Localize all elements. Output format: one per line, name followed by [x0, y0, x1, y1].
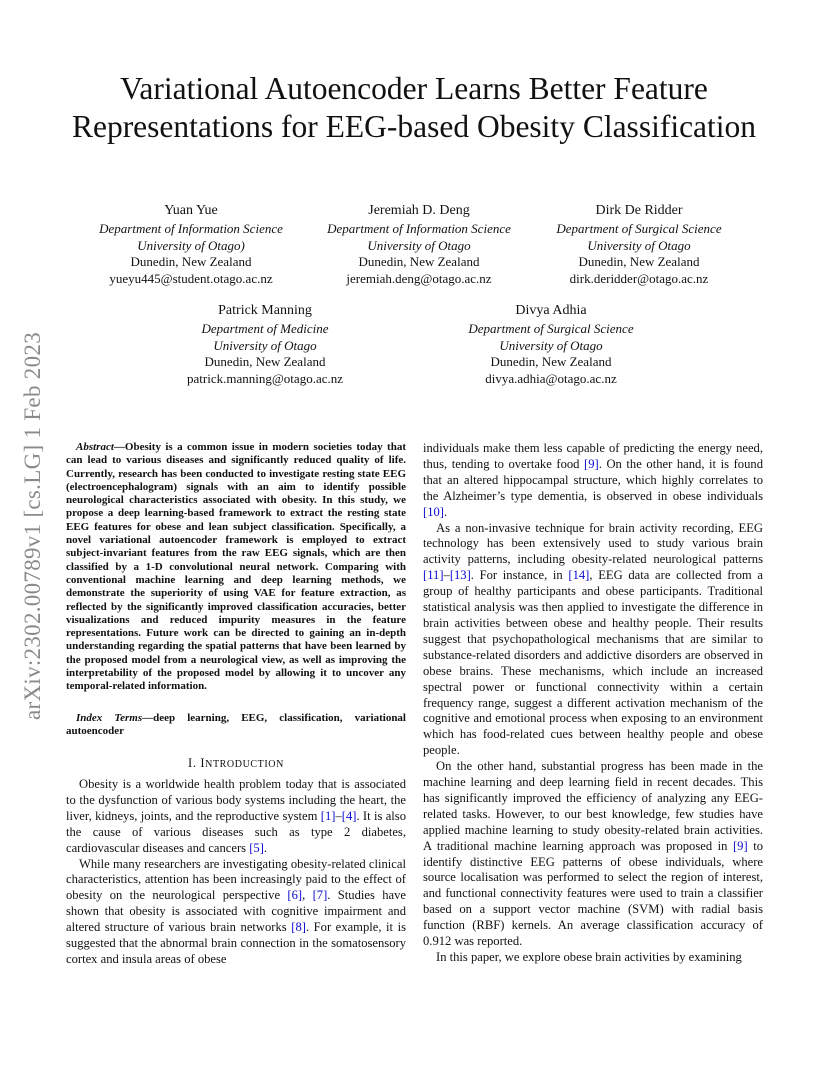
author-email: patrick.manning@otago.ac.nz [187, 371, 343, 387]
author-name: Patrick Manning [218, 303, 312, 318]
paragraph-text: . For instance, in [470, 568, 569, 583]
author-block-4 [160, 302, 370, 388]
paragraph-text: , [302, 888, 313, 903]
abstract [66, 441, 406, 694]
left-column-body [66, 777, 406, 968]
section-numeral: I. I [188, 756, 206, 770]
paragraph-text: to identify distinctive EEG patterns of obese individuals, where source localisation was performed to select the region of interest, and functional connectivity features were used to train a classifier based on a support vector machine (SVM) with radial basis function (RBF) kernels. An average classification accuracy of 0.912 was reported. [423, 838, 763, 949]
author-city: Dunedin, New Zealand [578, 254, 700, 270]
author-name: Yuan Yue [164, 203, 218, 218]
citation-link[interactable]: [1] [320, 808, 336, 823]
author-dept: Department of Surgical Science [556, 221, 722, 236]
author-name: Dirk De Ridder [595, 203, 683, 218]
index-terms-lead: Index Terms [76, 712, 143, 724]
paragraph-text: While many researchers are investigating obesity-related clinical characteristics, attention has been increasingly paid to the effect of obesity on the neurological perspective [66, 856, 406, 903]
author-univ: University of Otago [367, 237, 471, 253]
author-email: dirk.deridder@otago.ac.nz [569, 271, 709, 287]
author-block-5 [446, 302, 656, 388]
paragraph [66, 777, 406, 857]
paragraph-text: . It is also the cause of various diseases such as type 2 diabetes, cardiovascular diseases and cancers [66, 808, 406, 855]
author-dept: Department of Information Science [327, 221, 511, 236]
author-block-3 [534, 202, 744, 288]
paragraph [423, 441, 763, 521]
right-column-body [423, 441, 763, 966]
paper-title: Variational Autoencoder Learns Better Feature Representations for EEG-based Obesity Classification [71, 71, 757, 145]
paragraph [66, 857, 406, 968]
section-heading-introduction [66, 756, 406, 771]
author-univ: University of Otago [499, 337, 603, 353]
arxiv-identifier: arXiv:2302.00789v1 [cs.LG] 1 Feb 2023 [20, 332, 45, 720]
author-dept: Department of Surgical Science [468, 321, 634, 336]
paragraph-text: – [443, 568, 450, 583]
author-dept: Department of Information Science [99, 221, 283, 236]
paragraph-text: . On the other hand, it is found that an altered hippocampal structure, which highly correlates to the Alzheimer’s type dementia, is observed in obese individuals [423, 456, 763, 503]
author-name: Jeremiah D. Deng [368, 203, 470, 218]
paragraph-text: . For example, it is suggested that the abnormal brain connection in the somatosensory cortex and insula areas of obese [66, 920, 406, 966]
citation-link[interactable]: [9] [584, 456, 599, 471]
index-terms-text: —deep learning, EEG, classification, variational autoencoder [66, 712, 406, 738]
author-city: Dunedin, New Zealand [204, 354, 326, 370]
paragraph-text: individuals make them less capable of predicting the energy need, thus, tending to overtake food [423, 441, 763, 471]
citation-link[interactable]: [4] [341, 808, 357, 823]
author-city: Dunedin, New Zealand [358, 254, 480, 270]
abstract-text: —Obesity is a common issue in modern societies today that can lead to various diseases and significantly reduced quality of life. Currently, research has been conducted to investigate resting state EEG (electroencephalogram) signals with an aim to identify possible neurological characteristics associated with obesity. In this study, we propose a deep learning-based framework to extract the resting state EEG features for obese and lean subject classification. Specifically, a novel variational autoencoder framework is employed to extract subject-invariant features from the raw EEG signals, which are then classified by a 1-D convolutional neural network. Comparing with conventional machine learning and deep learning methods, we demonstrate the superiority of using VAE for feature extraction, as reflected by the significantly improved classification accuracies, better visualizations and reduced impurity measures in the feature representations. Future work can be directed to gaining an in-depth understanding regarding the spatial patterns that have been learned by the proposed model from a neurological view, as well as improving the interpretability of the proposed model by allowing it to uncover any temporal-related information. [66, 441, 406, 693]
paragraph-text: , EEG data are collected from a group of healthy participants and obese participants. Traditional statistical analysis was then applied to investigate the difference in brain activities between obese and healthy people. Their results suggest that psychopathological mechanisms that are similar to substance-related disorders and addictive disorders are observed in obese brains. These mechanisms, which include an increased spectral power or functional connectivity within a certain frequency range, suggest a different activation mechanism of the cognitive and emotional process when exposing to an environment which has food-related cues between healthy people and obese people. [423, 568, 763, 758]
paragraph-text: . Studies have shown that obesity is associated with cognitive impairment and altered structure of various brain networks [66, 888, 406, 935]
paragraph-text: As a non-invasive technique for brain activity recording, EEG technology has been extensively used to study various brain activity patterns, including obesity-related neurological patterns [423, 520, 763, 567]
citation-link[interactable]: [11] [423, 568, 444, 583]
paragraph-text: . [443, 504, 448, 519]
paragraph-text: – [335, 808, 342, 823]
paragraph [423, 521, 763, 760]
citation-link[interactable]: [13] [449, 568, 471, 583]
author-block-2 [314, 202, 524, 288]
author-block-1 [86, 202, 296, 288]
paragraph-text: On the other hand, substantial progress has been made in the machine learning and deep learning field in recent decades. This has significantly improved the efficiency of analyzing any EEG-related tasks. However, to our best knowledge, few studies have applied machine learning to study obesity-related brain activities. A traditional machine learning approach was proposed in [423, 759, 763, 853]
section-title-rest: NTRODUCTION [205, 759, 284, 770]
citation-link[interactable]: [6] [287, 888, 303, 903]
abstract-lead: Abstract [76, 441, 114, 453]
author-email: jeremiah.deng@otago.ac.nz [346, 271, 492, 287]
author-city: Dunedin, New Zealand [130, 254, 252, 270]
author-dept: Department of Medicine [201, 321, 329, 336]
citation-link[interactable]: [9] [732, 838, 748, 853]
index-terms [66, 712, 406, 739]
author-univ: University of Otago) [137, 237, 245, 253]
paragraph-text: Obesity is a worldwide health problem today that is associated to the dysfunction of various body systems including the heart, the liver, kidneys, joints, and the reproductive system [66, 777, 406, 823]
citation-link[interactable]: [14] [568, 568, 590, 583]
author-name: Divya Adhia [515, 303, 587, 318]
paragraph-text: . [263, 840, 268, 855]
author-email: divya.adhia@otago.ac.nz [485, 371, 617, 387]
paragraph-text: In this paper, we explore obese brain activities by examining [436, 950, 742, 964]
citation-link[interactable]: [5] [249, 840, 264, 855]
paragraph [423, 950, 763, 966]
author-email: yueyu445@student.otago.ac.nz [109, 271, 273, 287]
author-univ: University of Otago [587, 237, 691, 253]
author-univ: University of Otago [213, 337, 317, 353]
citation-link[interactable]: [8] [291, 920, 306, 935]
author-city: Dunedin, New Zealand [490, 354, 612, 370]
citation-link[interactable]: [7] [312, 888, 328, 903]
paragraph [423, 759, 763, 950]
citation-link[interactable]: [10] [423, 504, 444, 519]
